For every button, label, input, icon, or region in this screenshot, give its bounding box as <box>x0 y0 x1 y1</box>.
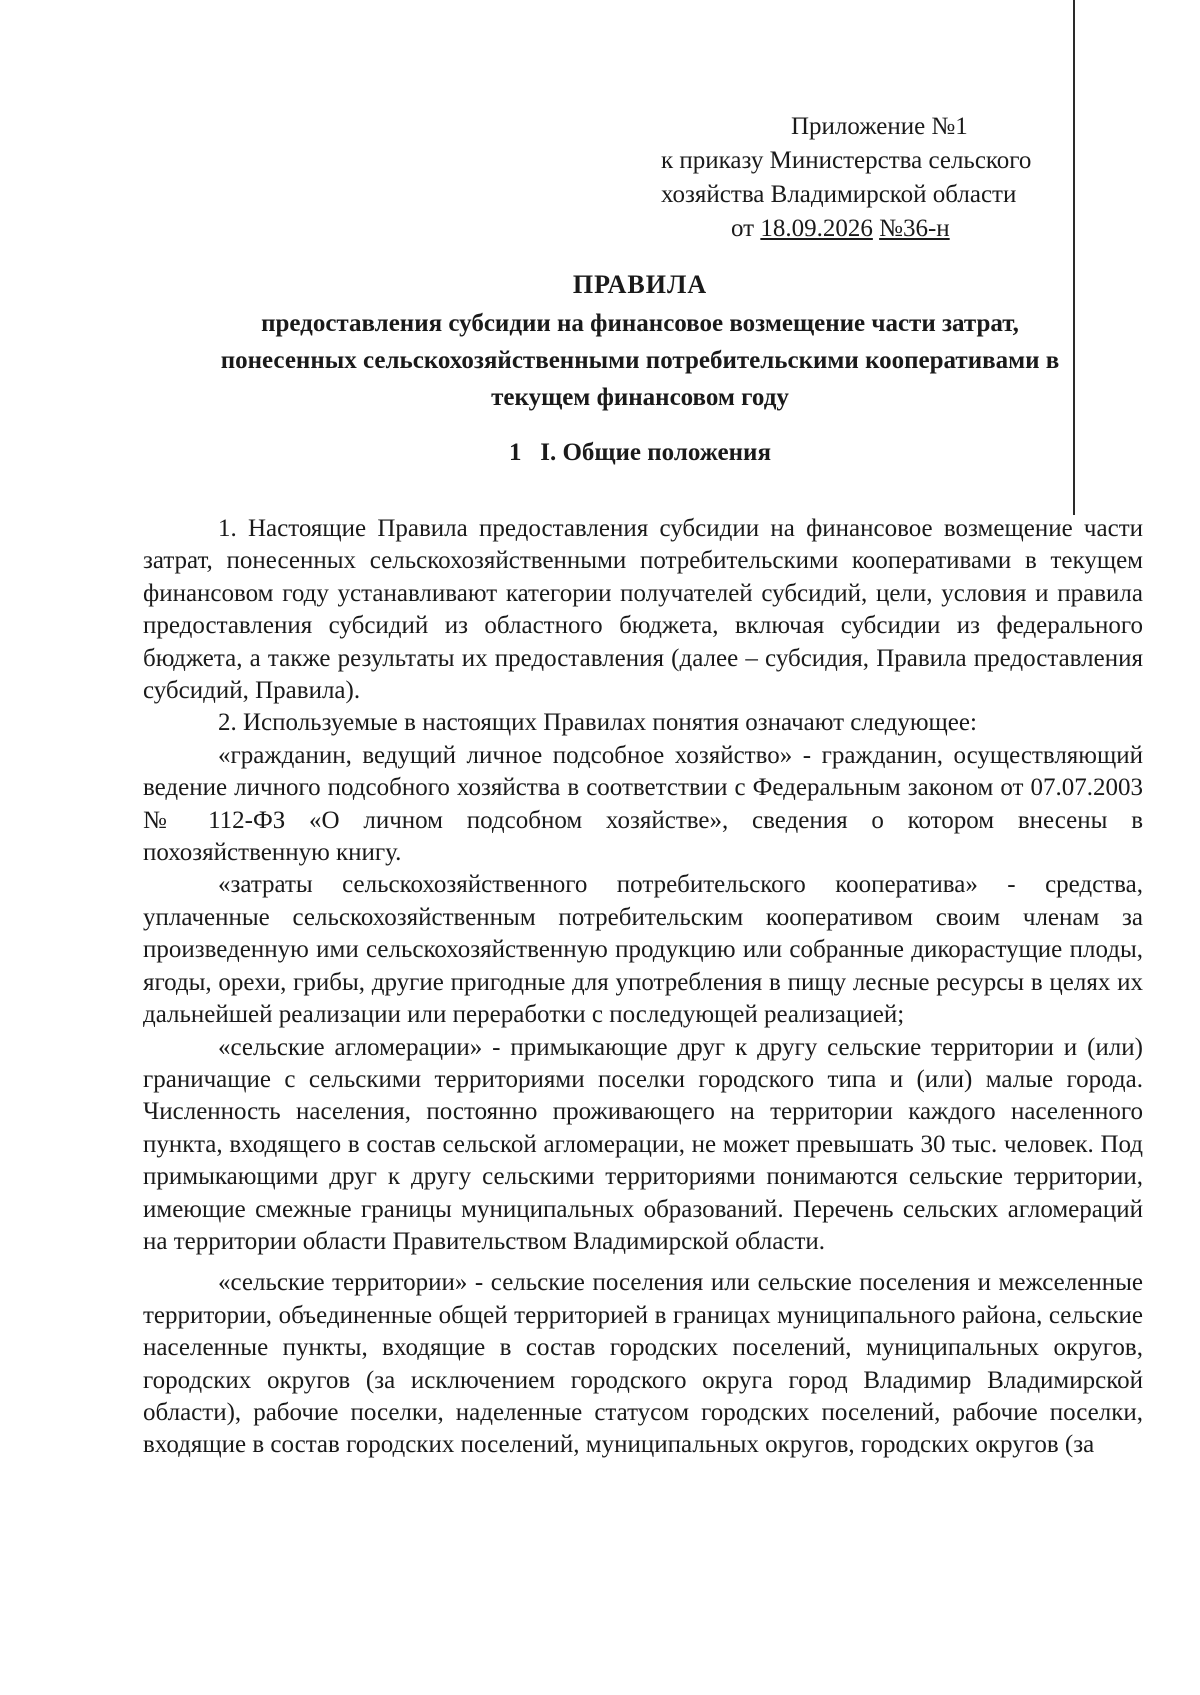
appendix-title: Приложение №1 <box>791 113 968 140</box>
body-text <box>143 513 1143 1462</box>
title-line-2: понесенных сельскохозяйственными потребительскими кооперативами в <box>220 347 1060 374</box>
paragraph-1: 1. Настоящие Правила предоставления субсидии на финансовое возмещение части затрат, понесенных сельскохозяйственными потребительскими кооперативами в текущем финансовом году устанавливают категории получателей субсидий, цели, условия и правила предоставления субсидий из областного бюджета, включая субсидии из федерального бюджета, а также результаты их предоставления (далее – субсидия, Правила предоставления субсидий, Правила). <box>143 515 1143 705</box>
title-line-1: предоставления субсидии на финансовое возмещение части затрат, <box>261 310 1019 337</box>
document-title <box>140 266 1140 416</box>
title-main: ПРАВИЛА <box>572 270 708 299</box>
title-line-3: текущем финансовом году <box>491 384 789 411</box>
definition-citizen: «гражданин, ведущий личное подсобное хозяйство» - гражданин, осуществляющий ведение личного подсобного хозяйства в соответствии с Федеральным законом от 07.07.2003 № 112-ФЗ «О личном подсобном хозяйстве», сведения о котором внесены в похозяйственную книгу. <box>143 741 1143 867</box>
section-heading <box>140 436 1140 470</box>
date-prefix: от <box>731 215 761 242</box>
paragraph-2: 2. Используемые в настоящих Правилах понятия означают следующее: <box>218 709 977 737</box>
appendix-header <box>655 110 1085 246</box>
order-number: №36-н <box>879 215 950 242</box>
appendix-ministry-line: хозяйства Владимирской области <box>661 181 1017 208</box>
definition-costs: «затраты сельскохозяйственного потребительского кооператива» - средства, уплаченные сельскохозяйственным потребительским кооперативом своим членам за произведенную ими сельскохозяйственную продукцию или собранные дикорастущие плоды, ягоды, орехи, грибы, другие пригодные для употребления в пищу лесные ресурсы в целях их дальнейшей реализации или переработки с последующей реализацией; <box>143 871 1143 1029</box>
definition-rural-territories: «сельские территории» - сельские поселения или сельские поселения и межселенные территории, объединенные общей территорией в границах муниципального района, сельские населенные пункты, входящие в состав городских поселений, муниципальных округов, городских округов (за исключением городского округа город Владимир Владимирской области), рабочие поселки, наделенные статусом городских поселений, рабочие поселки, входящие в состав городских поселений, муниципальных округов, городских округов (за <box>143 1269 1143 1459</box>
appendix-date-line <box>655 212 1085 246</box>
definition-agglomerations: «сельские агломерации» - примыкающие друг к другу сельские территории и (или) граничащие с сельскими территориями поселки городского типа и (или) малые города. Численность населения, постоянно проживающего на территории каждого населенного пункта, входящего в состав сельской агломерации, не может превышать 30 тыс. человек. Под примыкающими друг к другу сельскими территориями понимаются сельские территории, имеющие смежные границы муниципальных образований. Перечень сельских агломераций на территории области Правительством Владимирской области. <box>143 1033 1143 1255</box>
order-date: 18.09.2026 <box>760 215 873 242</box>
section-heading-text: 1 I. Общие положения <box>509 439 771 466</box>
appendix-order-line: к приказу Министерства сельского <box>661 147 1032 174</box>
